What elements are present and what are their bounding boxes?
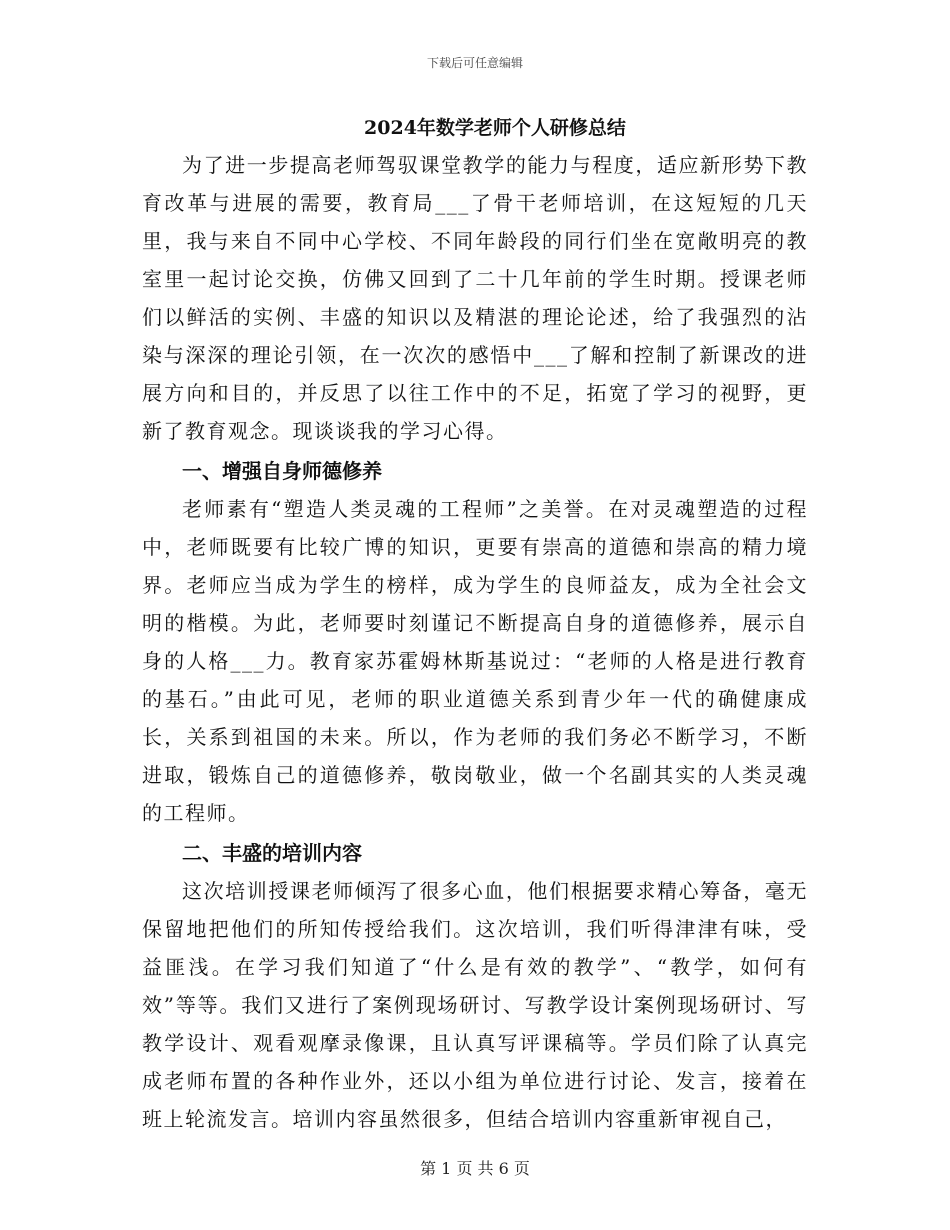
page-number-footer: 第 1 页 共 6 页	[420, 1159, 530, 1178]
document-body	[142, 112, 808, 1138]
document-title: 2024年数学老师个人研修总结	[364, 117, 626, 139]
section-2-paragraph: 这次培训授课老师倾泻了很多心血，他们根据要求精心筹备，毫无保留地把他们的所知传授给我们。这次培训，我们听得津津有味，受益匪浅。在学习我们知道了“什么是有效的教学”、“教学，如何有效”等等。我们又进行了案例现场研讨、写教学设计案例现场研讨、写教学设计、观看观摩录像课，且认真写评课稿等。学员们除了认真完成老师布置的各种作业外，还以小组为单位进行讨论、发言，接着在班上轮流发言。培训内容虽然很多，但结合培训内容重新审视自己，	[142, 879, 808, 1131]
section-2-heading: 二、丰盛的培训内容	[182, 841, 362, 865]
section-1-paragraph: 老师素有“塑造人类灵魂的工程师”之美誉。在对灵魂塑造的过程中，老师既要有比较广博的知识，更要有崇高的道德和崇高的精力境界。老师应当成为学生的榜样，成为学生的良师益友，成为全社会文明的楷模。为此，老师要时刻谨记不断提高自身的道德修养，展示自身的人格___力。教育家苏霍姆林斯基说过：“老师的人格是进行教育的基石。”由此可见，老师的职业道德关系到青少年一代的确健康成长，关系到祖国的未来。所以，作为老师的我们务必不断学习，不断进取，锻炼自己的道德修养，敬岗敬业，做一个名副其实的人类灵魂的工程师。	[142, 497, 808, 825]
intro-paragraph: 为了进一步提高老师驾驭课堂教学的能力与程度，适应新形势下教育改革与进展的需要，教育局___了骨干老师培训，在这短短的几天里，我与来自不同中心学校、不同年龄段的同行们坐在宽敞明亮的教室里一起讨论交换，仿佛又回到了二十几年前的学生时期。授课老师们以鲜活的实例、丰盛的知识以及精湛的理论论述，给了我强烈的沾染与深深的理论引领，在一次次的感悟中___了解和控制了新课改的进展方向和目的，并反思了以往工作中的不足，拓宽了学习的视野，更新了教育观念。现谈谈我的学习心得。	[142, 153, 808, 443]
section-1-heading: 一、增强自身师德修养	[182, 459, 382, 483]
header-note: 下载后可任意编辑	[426, 56, 523, 70]
